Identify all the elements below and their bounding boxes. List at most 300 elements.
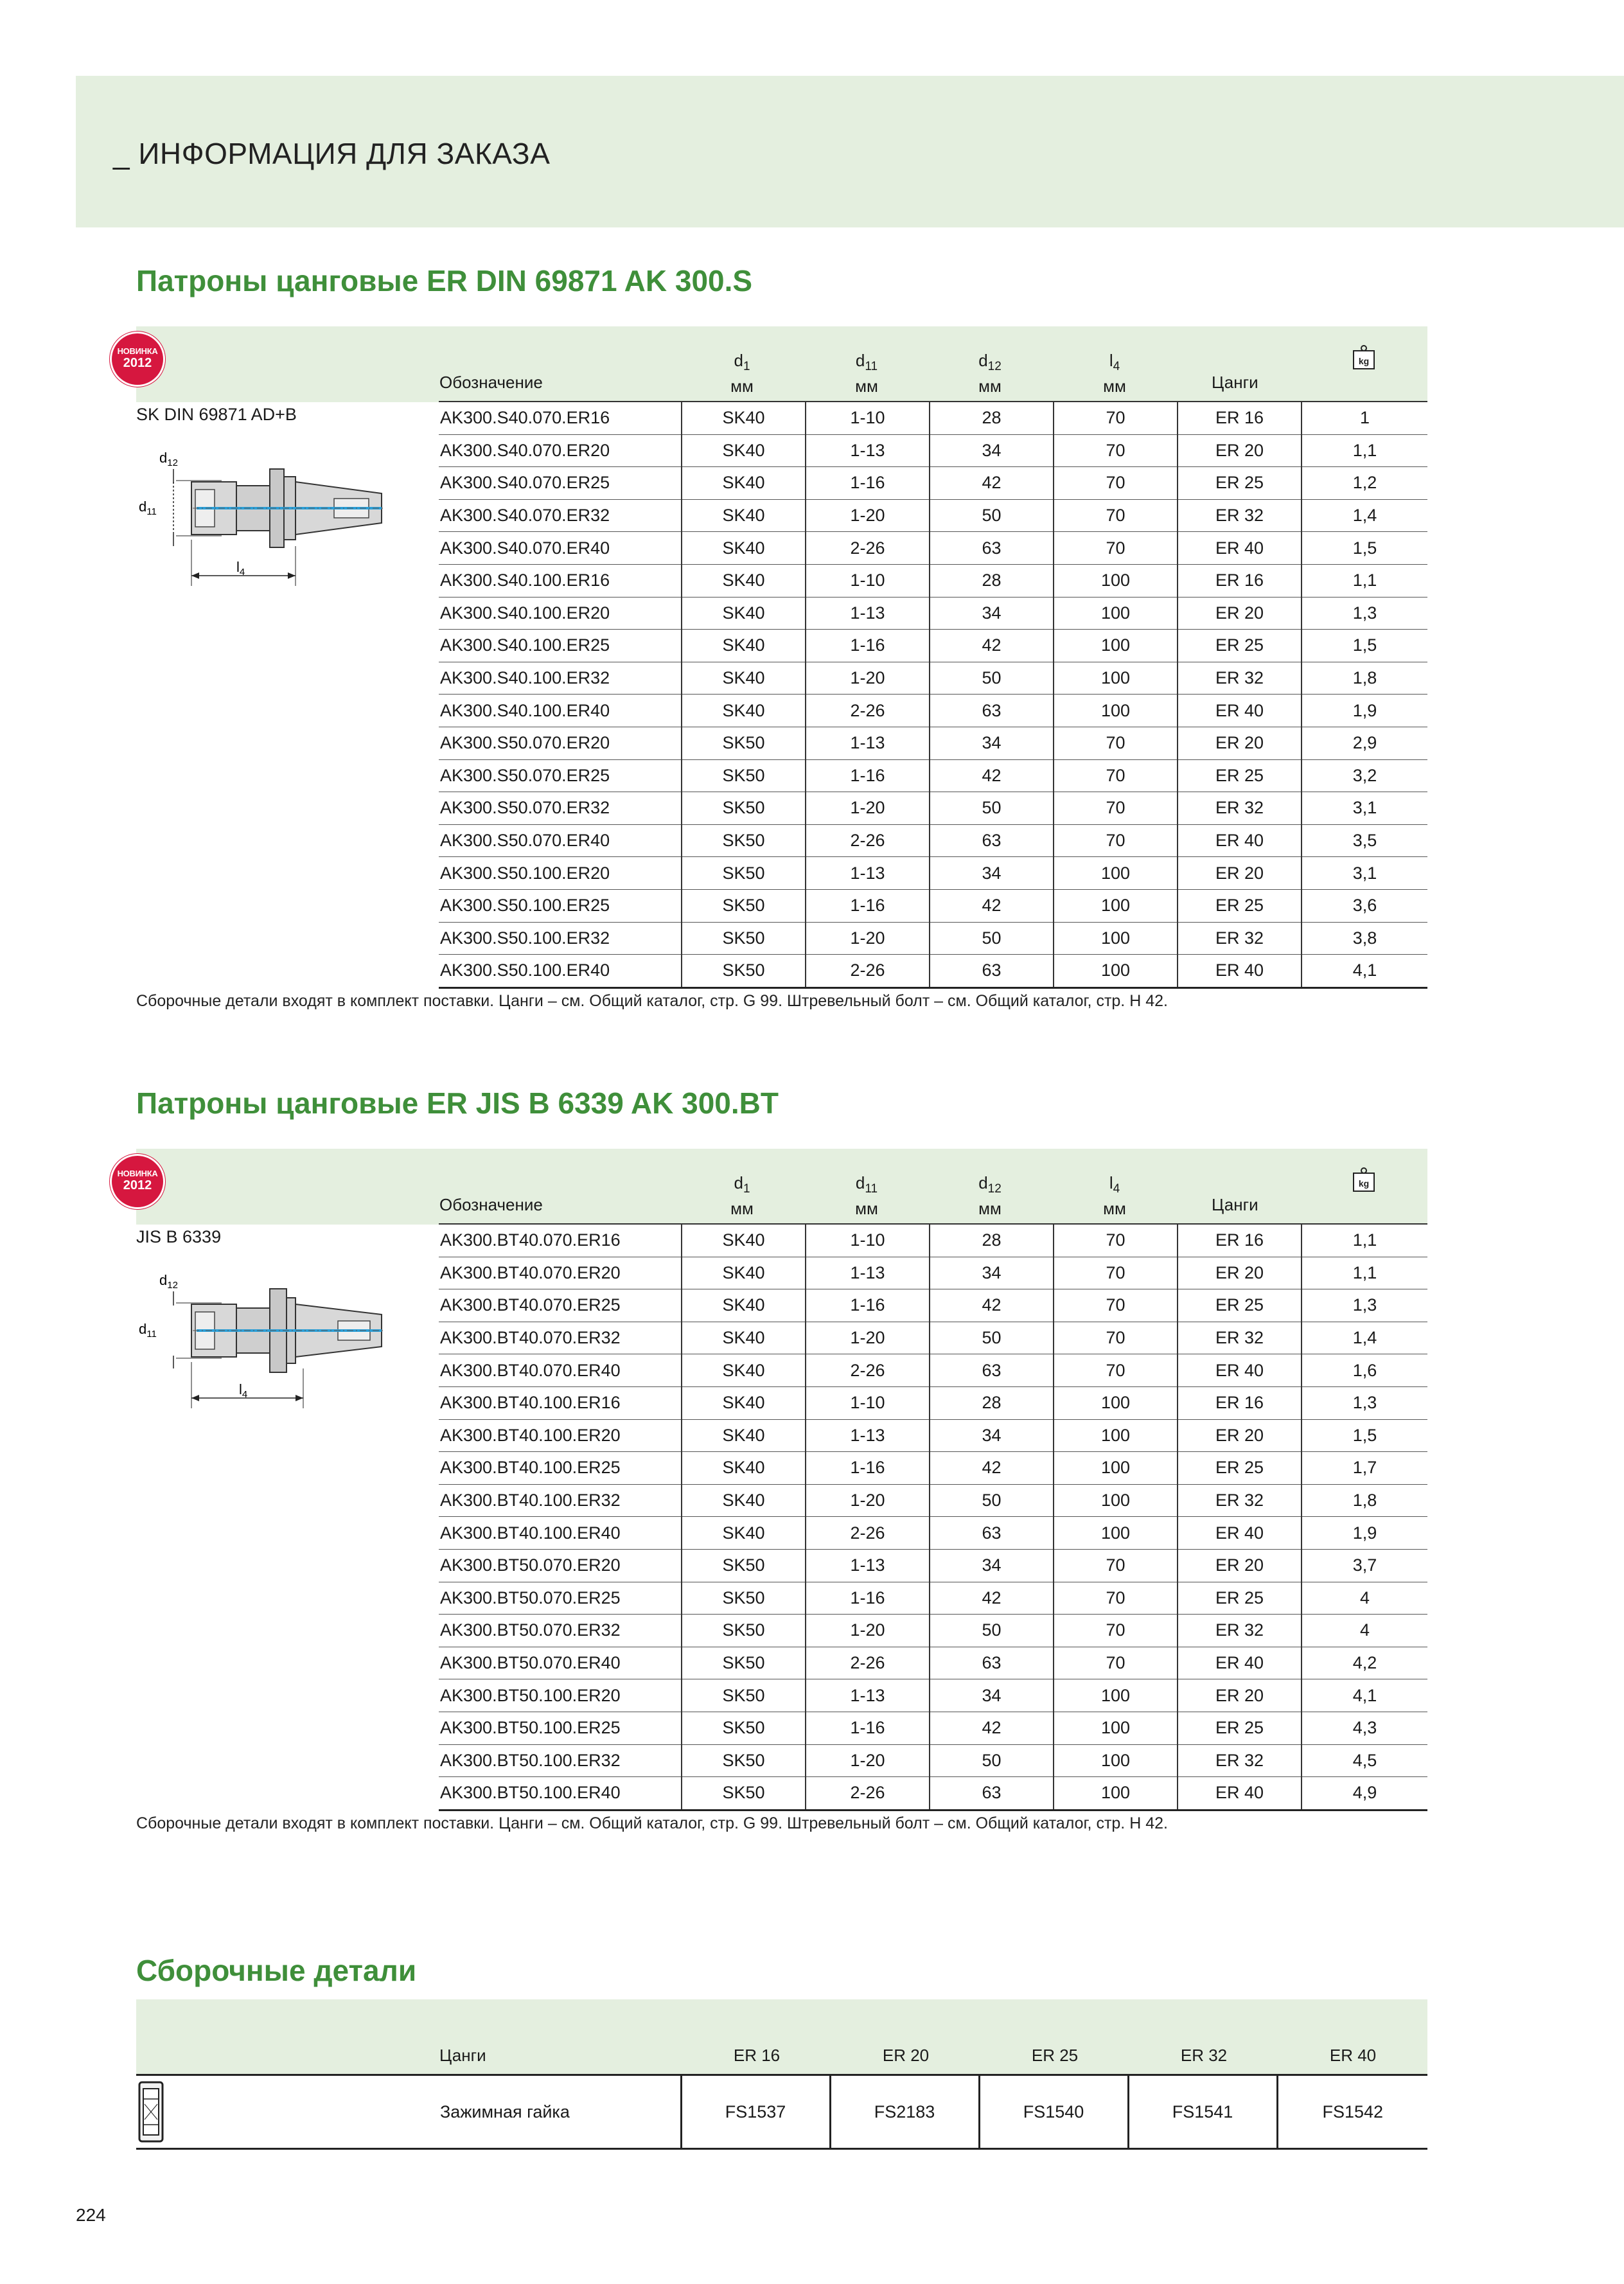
d1-cell: SK40 [682,1354,806,1387]
d1-cell: SK50 [682,727,806,759]
designation-cell: AK300.S40.100.ER32 [439,662,682,695]
section1-table [439,401,1427,989]
l4-cell: 100 [1054,1386,1178,1419]
l4-cell: 70 [1054,402,1178,434]
l4-cell: 70 [1054,1322,1178,1354]
designation-cell: AK300.BT50.100.ER32 [439,1744,682,1777]
weight-cell: 1,5 [1302,1419,1427,1452]
table-row [439,1582,1427,1615]
d11-cell: 1-16 [806,1712,930,1744]
l4-cell: 70 [1054,792,1178,825]
table-row [439,597,1427,630]
weight-cell: 1,6 [1302,1354,1427,1387]
table-row [439,1549,1427,1582]
d11-cell: 1-13 [806,1257,930,1289]
l4-cell: 100 [1054,662,1178,695]
d11-cell: 1-20 [806,1615,930,1647]
d1-cell: SK50 [682,1549,806,1582]
table-row [439,1452,1427,1485]
d11-cell: 2-26 [806,1777,930,1810]
d11-cell: 1-13 [806,1679,930,1712]
d11-cell: 2-26 [806,824,930,857]
designation-cell: AK300.S40.100.ER20 [439,597,682,630]
collet-cell: ER 25 [1178,1582,1302,1615]
weight-cell: 3,1 [1302,857,1427,890]
d12-cell: 42 [930,1582,1054,1615]
weight-cell: 4,2 [1302,1647,1427,1679]
l4-cell: 100 [1054,857,1178,890]
col-d1: $d_1$ мм [730,351,754,396]
weight-cell: 3,6 [1302,889,1427,922]
d11-cell: 1-10 [806,402,930,434]
collet-cell: ER 20 [1178,597,1302,630]
designation-cell: AK300.BT40.100.ER32 [439,1484,682,1517]
collet-cell: ER 25 [1178,889,1302,922]
table-row [439,1322,1427,1354]
table-row [439,1647,1427,1679]
section1-chuck-drawing [135,443,392,591]
new-2012-badge: НОВИНКА 2012 [112,333,163,385]
col-l4: $l_4$ мм [1103,351,1126,396]
table-row [439,662,1427,695]
clamping-nut-part-number: FS1537 [681,2075,830,2149]
d12-cell: 50 [930,662,1054,695]
table-row [439,1679,1427,1712]
collet-cell: ER 40 [1178,532,1302,565]
d12-cell: 28 [930,1386,1054,1419]
l4-cell: 100 [1054,597,1178,630]
section1-standard-label: SK DIN 69871 AD+B [136,405,297,424]
designation-cell: AK300.BT50.100.ER20 [439,1679,682,1712]
collet-cell: ER 32 [1178,792,1302,825]
d12-cell: 34 [930,597,1054,630]
designation-cell: AK300.S40.100.ER16 [439,564,682,597]
col-d12: $d_{12}$ мм [978,1173,1002,1219]
d11-cell: 1-13 [806,1419,930,1452]
designation-cell: AK300.S40.070.ER32 [439,499,682,532]
collet-cell: ER 40 [1178,824,1302,857]
l4-cell: 70 [1054,824,1178,857]
collet-cell: ER 20 [1178,1419,1302,1452]
collet-cell: ER 20 [1178,1549,1302,1582]
l4-cell: 70 [1054,434,1178,467]
weight-cell: 1,2 [1302,467,1427,500]
d11-cell: 1-13 [806,434,930,467]
l4-cell: 100 [1054,1777,1178,1810]
l4-cell: 100 [1054,695,1178,727]
table-row [439,857,1427,890]
d12-cell: 34 [930,727,1054,759]
weight-cell: 3,8 [1302,922,1427,955]
d12-cell: 63 [930,1354,1054,1387]
designation-cell: AK300.S50.100.ER40 [439,955,682,988]
l4-cell: 70 [1054,1549,1178,1582]
d12-cell: 42 [930,467,1054,500]
d1-cell: SK40 [682,1452,806,1485]
d1-cell: SK50 [682,792,806,825]
l4-cell: 100 [1054,1484,1178,1517]
collet-cell: ER 40 [1178,695,1302,727]
d11-cell: 1-10 [806,1224,930,1257]
col-designation: Обозначение [439,373,543,392]
d11-cell: 1-20 [806,662,930,695]
d11-cell: 1-16 [806,1452,930,1485]
l4-cell: 100 [1054,1712,1178,1744]
d11-cell: 1-10 [806,1386,930,1419]
svg-text:d12: $d_{12}$ [159,450,178,468]
designation-cell: AK300.BT40.070.ER16 [439,1224,682,1257]
svg-text:l4: $l_4$ [239,1381,248,1400]
d11-cell: 2-26 [806,695,930,727]
l4-cell: 70 [1054,1289,1178,1322]
assembly-collet-header: ER 20 [882,2046,930,2065]
l4-cell: 100 [1054,1744,1178,1777]
weight-cell: 4,1 [1302,955,1427,988]
d11-cell: 2-26 [806,1517,930,1550]
designation-cell: AK300.S50.070.ER20 [439,727,682,759]
section2-note: Сборочные детали входят в комплект поставки. Цанги – см. Общий каталог, стр. G 99. Штревельный болт – см. Общий каталог, стр. H 42. [136,1814,1168,1832]
table-row [439,434,1427,467]
d11-cell: 1-16 [806,889,930,922]
d12-cell: 50 [930,792,1054,825]
svg-text:d11: $d_{11}$ [139,1321,157,1340]
d12-cell: 34 [930,1257,1054,1289]
d1-cell: SK50 [682,857,806,890]
collet-cell: ER 25 [1178,630,1302,662]
section3-title: Сборочные детали [136,1954,417,1987]
d11-cell: 1-20 [806,922,930,955]
d12-cell: 50 [930,1484,1054,1517]
assembly-table [136,2074,1427,2150]
collet-cell: ER 16 [1178,564,1302,597]
collet-cell: ER 40 [1178,1354,1302,1387]
table-row [439,467,1427,500]
d1-cell: SK50 [682,889,806,922]
collet-cell: ER 25 [1178,467,1302,500]
l4-cell: 70 [1054,1257,1178,1289]
table-row [439,1744,1427,1777]
d12-cell: 42 [930,889,1054,922]
weight-cell: 1,4 [1302,499,1427,532]
weight-cell: 4,1 [1302,1679,1427,1712]
table-row [439,1224,1427,1257]
d12-cell: 42 [930,1452,1054,1485]
col-d11: $d_{11}$ мм [855,351,878,396]
table-row [439,889,1427,922]
collet-cell: ER 16 [1178,1386,1302,1419]
l4-cell: 70 [1054,1582,1178,1615]
weight-cell: 1,1 [1302,1224,1427,1257]
collet-cell: ER 16 [1178,1224,1302,1257]
section2-table [439,1223,1427,1811]
weight-cell: 1,1 [1302,434,1427,467]
d11-cell: 1-20 [806,1744,930,1777]
d12-cell: 63 [930,955,1054,988]
d1-cell: SK40 [682,1484,806,1517]
collet-cell: ER 32 [1178,499,1302,532]
weight-cell: 1,9 [1302,1517,1427,1550]
designation-cell: AK300.S50.100.ER20 [439,857,682,890]
collet-cell: ER 40 [1178,1517,1302,1550]
col-d1: $d_1$ мм [730,1173,754,1219]
weight-kg-icon [1352,344,1375,370]
d1-cell: SK40 [682,1224,806,1257]
l4-cell: 70 [1054,727,1178,759]
l4-cell: 70 [1054,467,1178,500]
collet-cell: ER 20 [1178,857,1302,890]
page-header-title: _ ИНФОРМАЦИЯ ДЛЯ ЗАКАЗА [113,137,551,170]
d1-cell: SK50 [682,1647,806,1679]
d11-cell: 1-13 [806,727,930,759]
collet-cell: ER 20 [1178,727,1302,759]
d11-cell: 1-20 [806,1484,930,1517]
designation-cell: AK300.BT40.070.ER20 [439,1257,682,1289]
svg-text:l4: $l_4$ [236,559,245,578]
d12-cell: 50 [930,499,1054,532]
l4-cell: 100 [1054,564,1178,597]
designation-cell: AK300.BT50.070.ER32 [439,1615,682,1647]
d12-cell: 50 [930,1744,1054,1777]
table-row [439,922,1427,955]
col-collets: Цанги [1212,373,1258,392]
weight-cell: 3,5 [1302,824,1427,857]
d11-cell: 2-26 [806,1647,930,1679]
d12-cell: 63 [930,1517,1054,1550]
table-row [439,727,1427,759]
designation-cell: AK300.S50.070.ER25 [439,759,682,792]
table-row [439,792,1427,825]
d12-cell: 34 [930,857,1054,890]
designation-cell: AK300.S50.100.ER25 [439,889,682,922]
d12-cell: 63 [930,824,1054,857]
page-number: 224 [76,2205,106,2225]
d12-cell: 28 [930,564,1054,597]
assembly-col-label: Цанги [439,2046,486,2065]
table-row [439,1289,1427,1322]
svg-text:kg: kg [1358,356,1370,366]
d1-cell: SK40 [682,532,806,565]
d1-cell: SK50 [682,1712,806,1744]
designation-cell: AK300.BT50.070.ER20 [439,1549,682,1582]
d1-cell: SK40 [682,1419,806,1452]
d12-cell: 63 [930,532,1054,565]
d1-cell: SK40 [682,1517,806,1550]
l4-cell: 100 [1054,1452,1178,1485]
collet-cell: ER 16 [1178,402,1302,434]
l4-cell: 100 [1054,630,1178,662]
collet-cell: ER 25 [1178,759,1302,792]
section1-title: Патроны цанговые ER DIN 69871 AK 300.S [136,264,753,297]
table-row [439,1419,1427,1452]
designation-cell: AK300.BT40.070.ER32 [439,1322,682,1354]
l4-cell: 70 [1054,1647,1178,1679]
d1-cell: SK50 [682,1744,806,1777]
weight-cell: 3,1 [1302,792,1427,825]
l4-cell: 70 [1054,759,1178,792]
d1-cell: SK40 [682,434,806,467]
assembly-row [136,2075,1427,2149]
new-2012-badge: НОВИНКА 2012 [112,1156,163,1207]
d1-cell: SK40 [682,597,806,630]
l4-cell: 100 [1054,922,1178,955]
table-row [439,955,1427,988]
weight-cell: 4,9 [1302,1777,1427,1810]
d1-cell: SK50 [682,922,806,955]
collet-cell: ER 40 [1178,955,1302,988]
weight-cell: 1,3 [1302,1289,1427,1322]
assembly-collet-header: ER 32 [1180,2046,1228,2065]
d11-cell: 1-16 [806,1582,930,1615]
assembly-collet-header: ER 16 [733,2046,781,2065]
designation-cell: AK300.S40.070.ER20 [439,434,682,467]
collet-cell: ER 20 [1178,1257,1302,1289]
d12-cell: 34 [930,1679,1054,1712]
table-row [439,630,1427,662]
d1-cell: SK50 [682,1615,806,1647]
weight-cell: 1,8 [1302,1484,1427,1517]
d1-cell: SK40 [682,1257,806,1289]
d11-cell: 2-26 [806,1354,930,1387]
collet-cell: ER 40 [1178,1777,1302,1810]
assembly-collet-header: ER 40 [1329,2046,1377,2065]
weight-cell: 1,9 [1302,695,1427,727]
d1-cell: SK40 [682,564,806,597]
l4-cell: 100 [1054,955,1178,988]
table-row [439,1386,1427,1419]
weight-kg-icon [1352,1167,1375,1192]
d12-cell: 42 [930,630,1054,662]
table-row [439,1712,1427,1744]
table-row [439,499,1427,532]
designation-cell: AK300.S40.070.ER25 [439,467,682,500]
collet-cell: ER 25 [1178,1452,1302,1485]
clamping-nut-part-number: FS1541 [1128,2075,1277,2149]
d1-cell: SK40 [682,1322,806,1354]
svg-text:d12: $d_{12}$ [159,1272,178,1291]
d12-cell: 34 [930,1419,1054,1452]
weight-cell: 1,1 [1302,1257,1427,1289]
collet-cell: ER 40 [1178,1647,1302,1679]
weight-cell: 2,9 [1302,727,1427,759]
d12-cell: 42 [930,1712,1054,1744]
d11-cell: 1-20 [806,1322,930,1354]
assembly-collet-header: ER 25 [1031,2046,1079,2065]
d11-cell: 1-16 [806,467,930,500]
table-row [439,1484,1427,1517]
designation-cell: AK300.S50.070.ER40 [439,824,682,857]
d1-cell: SK40 [682,630,806,662]
designation-cell: AK300.S40.070.ER40 [439,532,682,565]
d1-cell: SK50 [682,1582,806,1615]
d12-cell: 50 [930,1322,1054,1354]
l4-cell: 100 [1054,1517,1178,1550]
table-row [439,564,1427,597]
table-row [439,532,1427,565]
l4-cell: 70 [1054,532,1178,565]
d1-cell: SK40 [682,662,806,695]
d12-cell: 28 [930,1224,1054,1257]
collet-cell: ER 32 [1178,922,1302,955]
d12-cell: 63 [930,695,1054,727]
l4-cell: 100 [1054,889,1178,922]
clamping-nut-part-number: FS1540 [979,2075,1128,2149]
section1-note: Сборочные детали входят в комплект поставки. Цанги – см. Общий каталог, стр. G 99. Штревельный болт – см. Общий каталог, стр. H 42. [136,992,1168,1010]
table-row [439,695,1427,727]
collet-cell: ER 32 [1178,1484,1302,1517]
col-l4: $l_4$ мм [1103,1173,1126,1219]
d1-cell: SK50 [682,1777,806,1810]
designation-cell: AK300.BT40.100.ER20 [439,1419,682,1452]
weight-cell: 4 [1302,1582,1427,1615]
section2-chuck-drawing [135,1266,392,1413]
d1-cell: SK50 [682,824,806,857]
l4-cell: 100 [1054,1419,1178,1452]
collet-cell: ER 25 [1178,1289,1302,1322]
weight-cell: 4,3 [1302,1712,1427,1744]
weight-cell: 3,2 [1302,759,1427,792]
designation-cell: AK300.BT50.070.ER25 [439,1582,682,1615]
d1-cell: SK50 [682,955,806,988]
d1-cell: SK40 [682,402,806,434]
svg-text:d11: $d_{11}$ [139,499,157,517]
designation-cell: AK300.BT40.070.ER25 [439,1289,682,1322]
section2-standard-label: JIS B 6339 [136,1227,222,1246]
clamping-nut-icon [137,2080,165,2144]
section2-title: Патроны цанговые ER JIS B 6339 AK 300.BT [136,1086,779,1120]
d12-cell: 63 [930,1777,1054,1810]
d11-cell: 1-16 [806,759,930,792]
l4-cell: 70 [1054,1354,1178,1387]
d11-cell: 1-20 [806,499,930,532]
weight-cell: 4 [1302,1615,1427,1647]
designation-cell: AK300.S40.070.ER16 [439,402,682,434]
weight-cell: 1 [1302,402,1427,434]
col-designation: Обозначение [439,1195,543,1214]
table-row [439,1777,1427,1810]
d12-cell: 34 [930,434,1054,467]
assembly-icon-cell [136,2075,439,2149]
d12-cell: 50 [930,922,1054,955]
d12-cell: 42 [930,759,1054,792]
weight-cell: 1,5 [1302,630,1427,662]
d1-cell: SK40 [682,499,806,532]
d1-cell: SK40 [682,1386,806,1419]
d11-cell: 1-13 [806,1549,930,1582]
weight-cell: 1,4 [1302,1322,1427,1354]
designation-cell: AK300.S50.070.ER32 [439,792,682,825]
l4-cell: 70 [1054,1615,1178,1647]
d11-cell: 2-26 [806,532,930,565]
clamping-nut-part-number: FS1542 [1277,2075,1427,2149]
weight-cell: 1,5 [1302,532,1427,565]
l4-cell: 70 [1054,499,1178,532]
d11-cell: 1-13 [806,597,930,630]
collet-cell: ER 32 [1178,662,1302,695]
d11-cell: 2-26 [806,955,930,988]
d11-cell: 1-20 [806,792,930,825]
l4-cell: 100 [1054,1679,1178,1712]
svg-text:kg: kg [1358,1178,1370,1189]
d11-cell: 1-16 [806,1289,930,1322]
clamping-nut-part-number: FS2183 [830,2075,979,2149]
designation-cell: AK300.BT50.070.ER40 [439,1647,682,1679]
designation-cell: AK300.BT40.100.ER16 [439,1386,682,1419]
weight-cell: 1,8 [1302,662,1427,695]
collet-cell: ER 20 [1178,1679,1302,1712]
collet-cell: ER 32 [1178,1744,1302,1777]
table-row [439,402,1427,434]
d1-cell: SK40 [682,1289,806,1322]
